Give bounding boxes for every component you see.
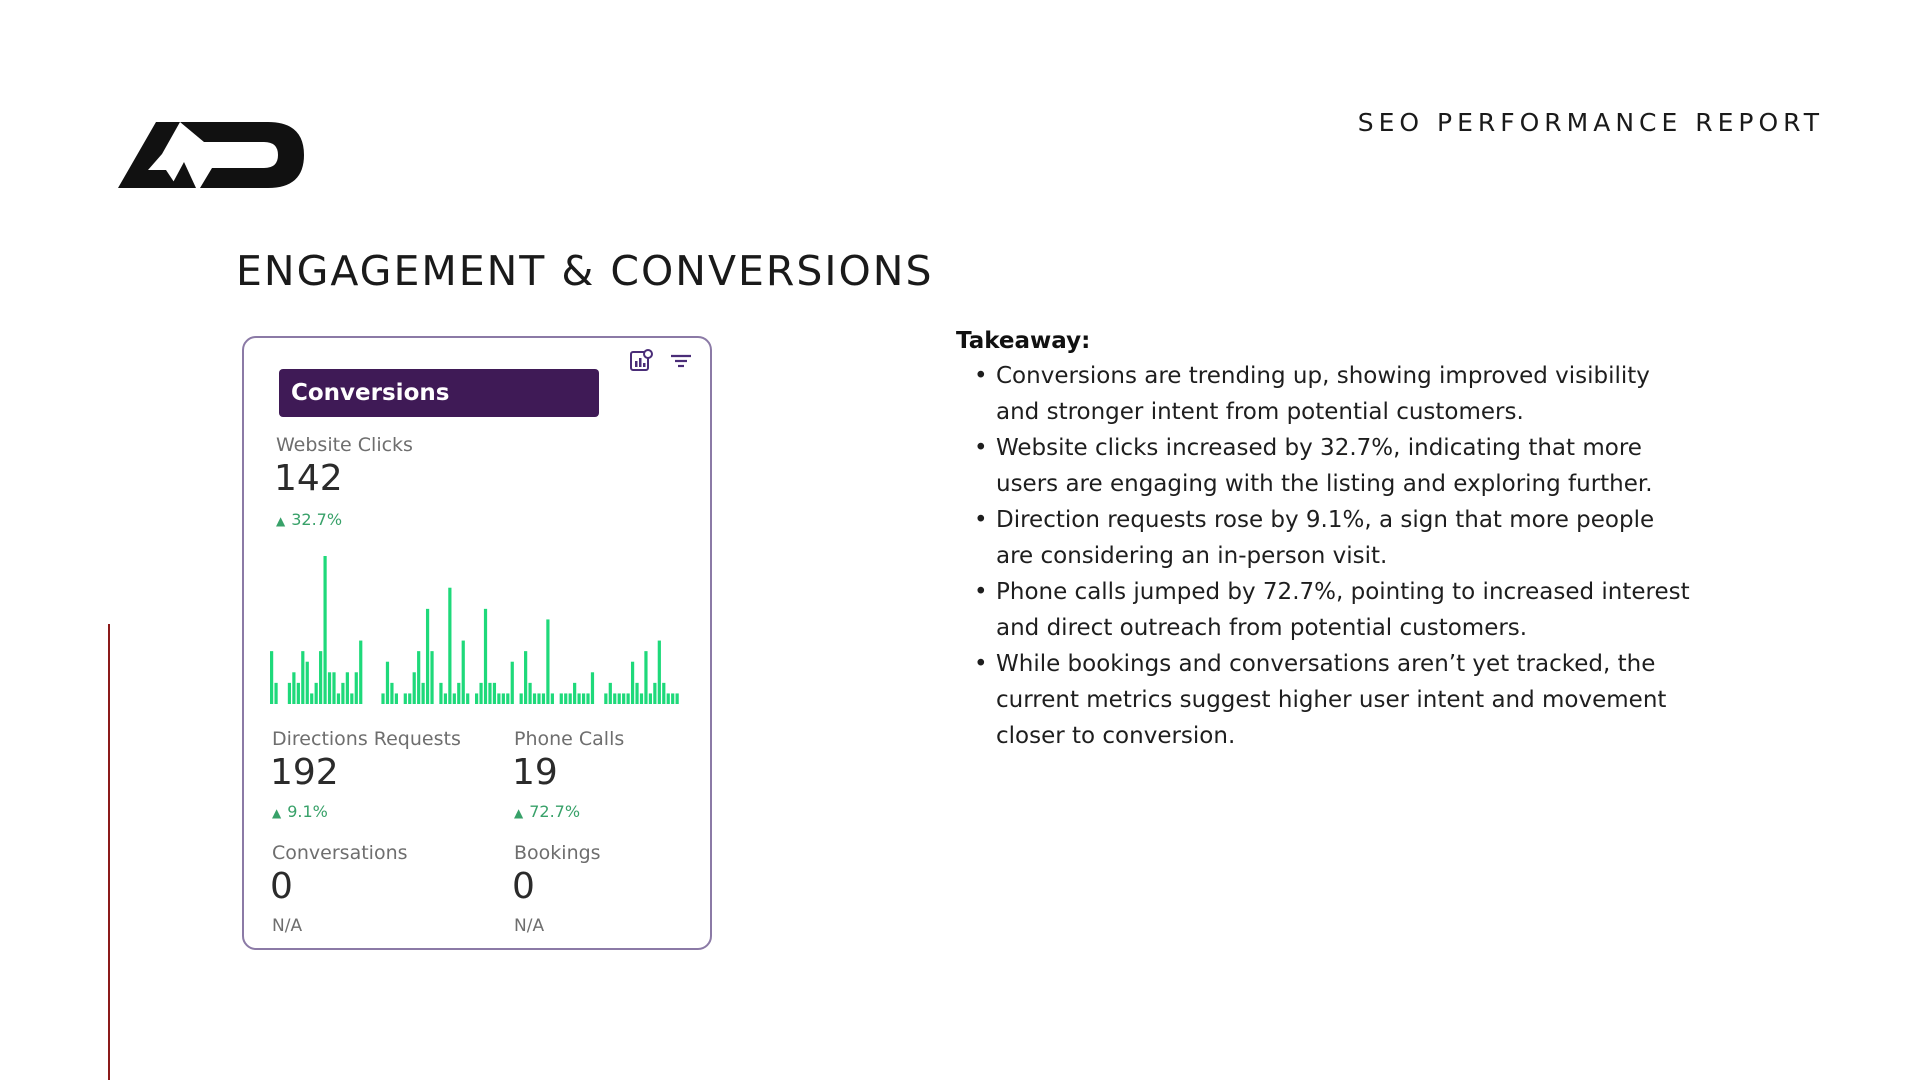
sparkline-bar bbox=[640, 693, 643, 704]
phone-calls-value: 19 bbox=[512, 752, 558, 793]
takeaway-section bbox=[956, 328, 1716, 754]
sparkline-bar bbox=[560, 693, 563, 704]
sparkline-bar bbox=[422, 683, 425, 704]
sparkline-bar bbox=[444, 693, 447, 704]
takeaway-label: Takeaway: bbox=[956, 328, 1091, 354]
directions-change bbox=[272, 802, 328, 821]
sparkline-bar bbox=[301, 651, 304, 704]
sparkline-bar bbox=[649, 693, 652, 704]
sparkline-bar bbox=[488, 683, 491, 704]
website-clicks-change bbox=[276, 510, 342, 529]
bookings-label: Bookings bbox=[514, 842, 601, 864]
sparkline-bar bbox=[319, 651, 322, 704]
sparkline-bar bbox=[390, 683, 393, 704]
sparkline-bar bbox=[546, 619, 549, 704]
company-logo bbox=[118, 118, 304, 190]
sparkline-bar bbox=[332, 672, 335, 704]
sparkline-bar bbox=[511, 662, 514, 704]
sparkline-bar bbox=[520, 693, 523, 704]
takeaway-bullet: • Phone calls jumped by 72.7%, pointing to increased interest and direct outreach from potential customers. bbox=[996, 574, 1716, 646]
takeaway-bullet: • Conversions are trending up, showing improved visibility and stronger intent from potential customers. bbox=[996, 358, 1716, 430]
sparkline-bar bbox=[609, 683, 612, 704]
sparkline-bar bbox=[618, 693, 621, 704]
sparkline-bar bbox=[408, 693, 411, 704]
directions-change-value: 9.1% bbox=[287, 802, 328, 821]
phone-calls-label: Phone Calls bbox=[514, 728, 625, 750]
sparkline-bar bbox=[493, 683, 496, 704]
sparkline-bar bbox=[337, 693, 340, 704]
up-arrow-icon: ▲ bbox=[514, 806, 524, 820]
sparkline-bar bbox=[457, 683, 460, 704]
sparkline-bar bbox=[466, 693, 469, 704]
sparkline-bar bbox=[479, 683, 482, 704]
sparkline-bar bbox=[453, 693, 456, 704]
sparkline-bar bbox=[573, 683, 576, 704]
chart-settings-icon[interactable] bbox=[628, 348, 654, 374]
sparkline-bar bbox=[439, 683, 442, 704]
sparkline-bar bbox=[355, 672, 358, 704]
sparkline-bar bbox=[417, 651, 420, 704]
up-arrow-icon: ▲ bbox=[276, 514, 286, 528]
sparkline-bar bbox=[310, 693, 313, 704]
website-clicks-value: 142 bbox=[274, 458, 343, 499]
sparkline-bar bbox=[462, 641, 465, 704]
sparkline-bar bbox=[448, 588, 451, 704]
takeaway-list bbox=[956, 358, 1716, 754]
sparkline-bar bbox=[604, 693, 607, 704]
sparkline-bar bbox=[582, 693, 585, 704]
sparkline-bar bbox=[292, 672, 295, 704]
sparkline-bar bbox=[274, 683, 277, 704]
sparkline-bar bbox=[323, 556, 326, 704]
accent-rule bbox=[108, 624, 110, 1080]
sparkline-bar bbox=[564, 693, 567, 704]
sparkline-bar bbox=[328, 672, 331, 704]
sparkline-bar bbox=[297, 683, 300, 704]
bookings-change: N/A bbox=[514, 916, 545, 936]
sparkline-bar bbox=[386, 662, 389, 704]
conversations-label: Conversations bbox=[272, 842, 408, 864]
sparkline-bar bbox=[426, 609, 429, 704]
takeaway-bullet: • Direction requests rose by 9.1%, a sign that more people are considering an in-person visit. bbox=[996, 502, 1716, 574]
sparkline-bar bbox=[306, 662, 309, 704]
sparkline-bar bbox=[591, 672, 594, 704]
sparkline-bar bbox=[524, 651, 527, 704]
sparkline-bar bbox=[542, 693, 545, 704]
sparkline-bar bbox=[635, 683, 638, 704]
takeaway-bullet: • Website clicks increased by 32.7%, indicating that more users are engaging with the listing and exploring further. bbox=[996, 430, 1716, 502]
sparkline-bar bbox=[533, 693, 536, 704]
up-arrow-icon: ▲ bbox=[272, 806, 282, 820]
sparkline-bar bbox=[667, 693, 670, 704]
sparkline-bar bbox=[341, 683, 344, 704]
sparkline-bar bbox=[359, 641, 362, 704]
sparkline-bar bbox=[430, 651, 433, 704]
bookings-value: 0 bbox=[512, 866, 535, 907]
sparkline-bar bbox=[528, 683, 531, 704]
sparkline-bar bbox=[413, 672, 416, 704]
sparkline-bar bbox=[627, 693, 630, 704]
sparkline-bar bbox=[270, 651, 273, 704]
sparkline-bar bbox=[506, 693, 509, 704]
sparkline-bar bbox=[658, 641, 661, 704]
sparkline-bar bbox=[381, 693, 384, 704]
sparkline-bar bbox=[497, 693, 500, 704]
conversations-change: N/A bbox=[272, 916, 303, 936]
sparkline-bar bbox=[644, 651, 647, 704]
report-title: SEO PERFORMANCE REPORT bbox=[1357, 108, 1824, 137]
sparkline-bar bbox=[475, 693, 478, 704]
sparkline-bar bbox=[578, 693, 581, 704]
card-title: Conversions bbox=[279, 369, 599, 417]
card-toolbar bbox=[628, 348, 694, 374]
sparkline-bar bbox=[551, 693, 554, 704]
sparkline-bar bbox=[622, 693, 625, 704]
section-title: ENGAGEMENT & CONVERSIONS bbox=[236, 247, 934, 295]
clicks-sparkline-chart bbox=[270, 552, 680, 704]
sparkline-bar bbox=[586, 693, 589, 704]
sparkline-bar bbox=[502, 693, 505, 704]
sparkline-bar bbox=[484, 609, 487, 704]
sparkline-bar bbox=[404, 693, 407, 704]
directions-label: Directions Requests bbox=[272, 728, 461, 750]
sparkline-bar bbox=[631, 662, 634, 704]
sparkline-bar bbox=[676, 693, 679, 704]
sparkline-bar bbox=[537, 693, 540, 704]
website-clicks-label: Website Clicks bbox=[276, 434, 413, 456]
sparkline-bar bbox=[395, 693, 398, 704]
phone-calls-change bbox=[514, 802, 580, 821]
sparkline-bar bbox=[662, 683, 665, 704]
filter-icon[interactable] bbox=[668, 348, 694, 374]
conversations-value: 0 bbox=[270, 866, 293, 907]
conversions-card bbox=[242, 336, 712, 950]
sparkline-bar bbox=[288, 683, 291, 704]
directions-value: 192 bbox=[270, 752, 339, 793]
sparkline-bar bbox=[613, 693, 616, 704]
sparkline-bar bbox=[653, 683, 656, 704]
sparkline-bar bbox=[671, 693, 674, 704]
sparkline-bar bbox=[569, 693, 572, 704]
sparkline-bar bbox=[315, 683, 318, 704]
takeaway-bullet: • While bookings and conversations aren’t yet tracked, the current metrics suggest higher user intent and movement closer to conversion. bbox=[996, 646, 1716, 754]
sparkline-bar bbox=[346, 672, 349, 704]
sparkline-bar bbox=[350, 693, 353, 704]
phone-calls-change-value: 72.7% bbox=[529, 802, 581, 821]
website-clicks-change-value: 32.7% bbox=[291, 510, 343, 529]
